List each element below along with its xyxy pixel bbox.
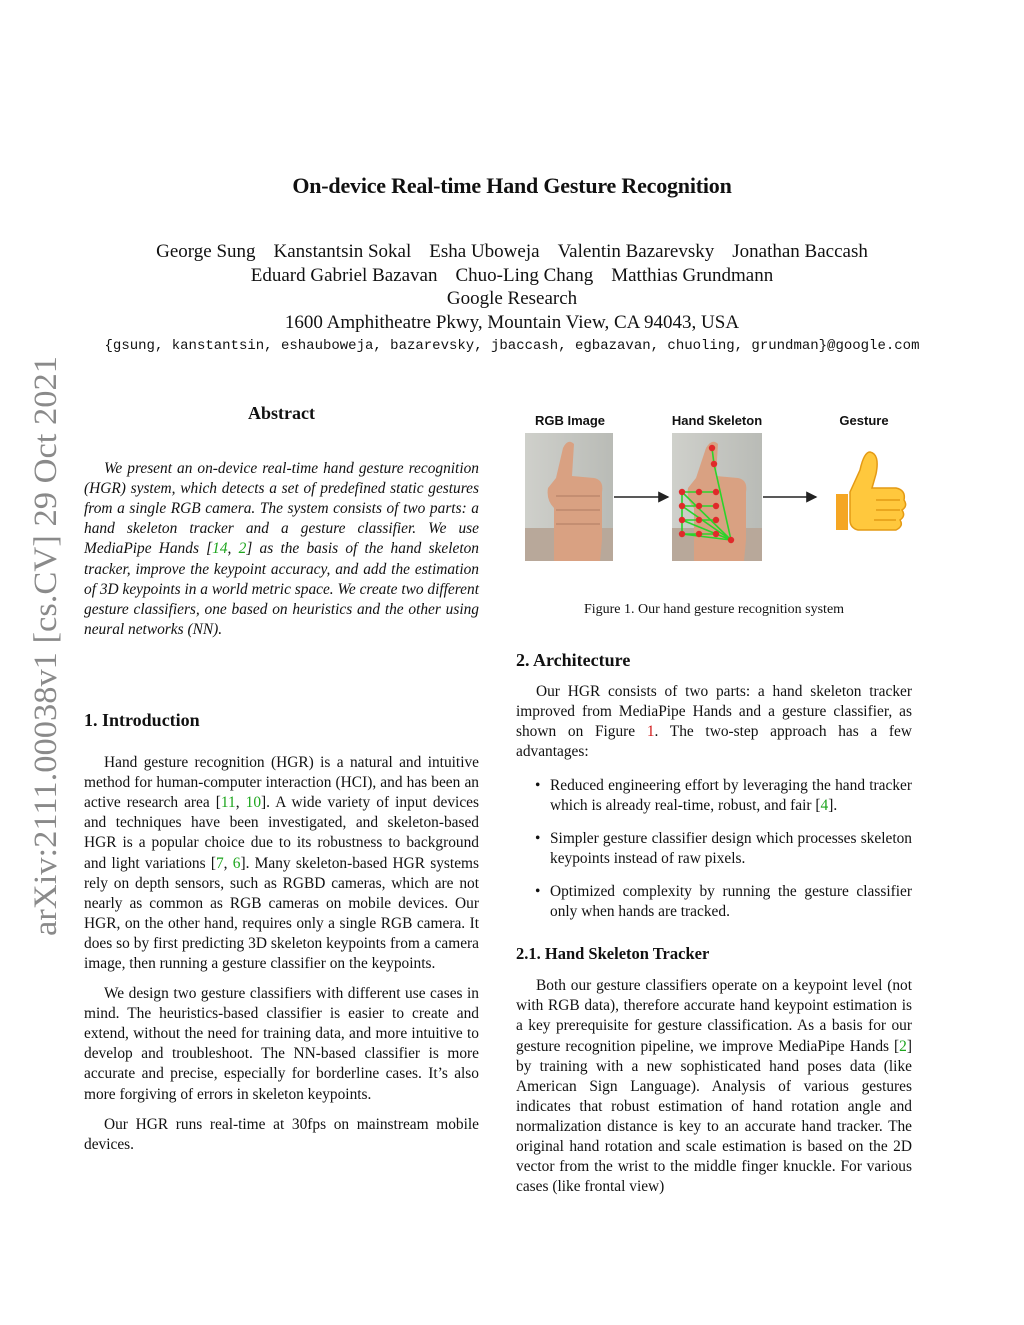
abstract-text-part: We present an on-device real-time hand gesture recognition (HGR) system, which detects a set of predefined static gestures from a single RGB camera. The system consists of two parts: a hand skeleton tracker and a gesture classifier. We use MediaPipe Hands [ — [84, 460, 479, 558]
list-item — [516, 829, 912, 869]
hand-skeleton-photo — [672, 433, 762, 561]
paper-title: On-device Real-time Hand Gesture Recognition — [292, 173, 732, 198]
bullet-marker: • — [535, 882, 541, 900]
paragraph-text: . The two-step approach has a few advantages: — [516, 723, 913, 761]
citation-link[interactable]: 14 — [212, 540, 228, 558]
paragraph-text: ]. Many skeleton-based HGR systems rely on depth sensors, such as RGBD cameras, which are not nearly as common as RGB cameras on mobile devices. Our HGR, on the other hand, requires only a single RGB camera. It does so by first predicting 3D skeleton keypoints from a camera image, then running a gesture classifier on the keypoints. — [84, 854, 479, 972]
citation-separator: , — [223, 854, 233, 872]
author-name: Kanstantsin Sokal — [273, 241, 412, 262]
introduction-paragraph-1 — [84, 753, 479, 974]
citation-link[interactable]: 2 — [899, 1037, 907, 1055]
figure-label-skeleton: Hand Skeleton — [671, 413, 763, 428]
citation-separator: , — [227, 540, 239, 558]
architecture-paragraph — [516, 682, 912, 762]
tracker-paragraph — [516, 976, 912, 1197]
author-row-2 — [0, 264, 1024, 288]
figure-graphic — [516, 400, 912, 600]
paragraph-text: Both our gesture classifiers operate on a keypoint level (not with RGB data), therefore accurate hand keypoint estimation is a key prerequisite for gesture classification. As a basis for our gesture recognition pipeline, we improve MediaPipe Hands [ — [516, 977, 912, 1055]
list-item-text: Simpler gesture classifier design which processes skeleton keypoints instead of raw pixels. — [550, 829, 912, 867]
citation-link[interactable]: 4 — [820, 796, 829, 814]
figure-label-gesture: Gesture — [839, 413, 889, 428]
author-name: Jonathan Baccash — [732, 241, 868, 262]
arxiv-stamp-text: arXiv:2111.00038v1 [cs.CV] 29 Oct 2021 — [28, 381, 64, 936]
affiliation: Google Research — [446, 288, 578, 309]
citation-link[interactable]: 11 — [220, 794, 236, 812]
list-item-text: Reduced engineering effort by leveraging the hand tracker which is already real-time, robust, and fair [ — [550, 776, 912, 814]
author-name: George Sung — [156, 241, 256, 262]
architecture-heading: 2. Architecture — [516, 650, 631, 671]
rgb-hand-photo — [525, 433, 613, 561]
author-name: Chuo-Ling Chang — [455, 264, 594, 286]
author-name: Esha Uboweja — [429, 241, 540, 262]
bullet-marker: • — [535, 829, 541, 847]
tracker-heading: 2.1. Hand Skeleton Tracker — [516, 944, 710, 964]
list-item-text: Optimized complexity by running the gesture classifier only when hands are tracked. — [550, 882, 912, 921]
bullet-marker: • — [535, 776, 541, 794]
address: 1600 Amphitheatre Pkwy, Mountain View, CA 94043, USA — [284, 311, 740, 333]
paragraph-text: ] by training with a new sophisticated hand poses data (like American Sign Language). Analysis of various gestures indicates that robust estimation of hand rotation angle and normalization distance is key to an accurate hand tracker. The original hand rotation and scale estimation is based on the 2D vector from the wrist to the middle finger knuckle. For various cases (like frontal view) — [516, 1037, 912, 1196]
author-block — [0, 240, 1024, 334]
abstract-text-part: ] as the basis of the hand skeleton tracker, improve the keypoint accuracy, and add the estimation of 3D keypoints in a world metric space. We create two different gesture classifiers, one based on heuristics and the other using neural networks (NN). — [84, 540, 479, 638]
author-name: Eduard Gabriel Bazavan — [250, 264, 438, 286]
author-emails: {gsung, kanstantsin, eshauboweja, bazarevsky, jbaccash, egbazavan, chuoling, grundman}@google.com — [104, 338, 920, 354]
introduction-paragraph-3: Our HGR runs real-time at 30fps on mainstream mobile devices. — [84, 1115, 479, 1153]
citation-separator: , — [235, 794, 246, 812]
right-column — [516, 400, 912, 1197]
abstract-heading: Abstract — [248, 403, 315, 423]
left-column — [84, 400, 479, 1155]
advantages-list — [516, 776, 912, 923]
arxiv-sidebar-stamp — [24, 352, 64, 944]
list-item — [516, 776, 912, 816]
author-row-1 — [0, 240, 1024, 264]
figure-reference-link[interactable]: 1 — [646, 723, 655, 741]
citation-link[interactable]: 6 — [232, 854, 241, 872]
paragraph-text: ]. A wide variety of input devices and techniques have been investigated, and skeleton-based HGR is a popular choice due to its robustness to background and light variations [ — [84, 794, 479, 872]
introduction-heading: 1. Introduction — [84, 709, 200, 730]
figure-caption: Figure 1. Our hand gesture recognition system — [583, 602, 845, 617]
abstract-text — [84, 459, 479, 640]
paragraph-text: Hand gesture recognition (HGR) is a natural and intuitive method for human-computer interaction (HCI), and has been an active research area [ — [84, 754, 479, 812]
list-item-text: ]. — [828, 796, 838, 814]
citation-link[interactable]: 7 — [215, 854, 224, 872]
thumbs-up-icon — [836, 452, 906, 530]
citation-link[interactable]: 2 — [238, 540, 247, 558]
citation-link[interactable]: 10 — [245, 794, 262, 812]
figure-label-rgb: RGB Image — [534, 413, 606, 428]
author-name: Matthias Grundmann — [611, 264, 774, 286]
introduction-paragraph-2: We design two gesture classifiers with different use cases in mind. The heuristics-based classifier is easier to create and extend, without the need for training data, and more intuitive to develop and troubleshoot. The NN-based classifier is more accurate and precise, especially for borderline cases. It’s also more forgiving of errors in skeleton keypoints. — [84, 985, 479, 1103]
paragraph-text: Our HGR consists of two parts: a hand skeleton tracker improved from MediaPipe Hands and a gesture classifier, as shown on Figure — [516, 683, 912, 741]
author-name: Valentin Bazarevsky — [557, 241, 715, 262]
list-item — [516, 882, 912, 922]
figure-1 — [516, 400, 912, 600]
